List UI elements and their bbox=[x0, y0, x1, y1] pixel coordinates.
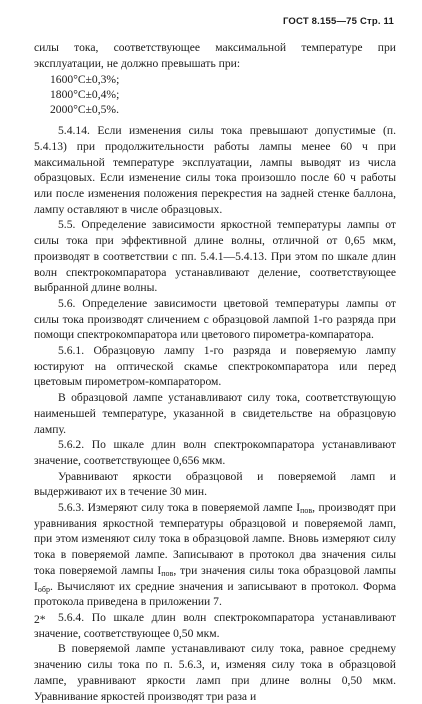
tolerance-values bbox=[50, 73, 396, 117]
tolerance-value: 2000°С±0,5%. bbox=[50, 102, 119, 116]
p563-part-b: , производят при уравнивания яркостной температуры образцовой и поверяемой ламп, при этом изменяют силу тока в образцовой лампе. Вновь измеряют силу тока в поверяемой лампе. Записывают в протокол два значения силы тока поверяемой лампы I bbox=[34, 501, 397, 577]
subscript-pov: пов bbox=[161, 568, 174, 578]
paragraph-5-6-2: 5.6.2. По шкале длин волн спектрокомпаратора устанавливают значение, соответствующее 0,656 мкм. bbox=[34, 438, 396, 467]
subscript-pov: пов bbox=[300, 506, 313, 516]
intro-text: силы тока, соответствующее максимальной температуре при эксплуатации, не должно превышать при: bbox=[34, 41, 396, 70]
paragraph-5-6: 5.6. Определение зависимости цветовой температуры лампы от силы тока производят сличением с образцовой лампой 1-го разряда при помощи спектрокомпаратора или цветового пирометра-компаратора. bbox=[34, 296, 396, 342]
paragraph-5-6-1: 5.6.1. Образцовую лампу 1-го разряда и поверяемую лампу юстируют на оптической скамье спектрокомпаратора или перед цветовым пирометром-компаратором. bbox=[34, 344, 396, 389]
paragraph-equalize: Уравнивают яркости образцовой и поверяемой ламп и выдерживают их в течение 30 мин. bbox=[34, 469, 396, 499]
p563-part-a: 5.6.3. Измеряют силу тока в поверяемой лампе I bbox=[58, 501, 301, 515]
paragraph-final: В поверяемой лампе устанавливают силу тока, равное среднему значению силы тока по п. 5.6.3, и, изменяя силу тока в образцовой лампе, уравнивают яркости ламп при длине волны 0,50 мкм. Уравнивание яркостей производят три раза и bbox=[34, 642, 396, 703]
page-header: ГОСТ 8.155—75 Стр. 11 bbox=[282, 16, 394, 27]
paragraph-reference-current: В образцовой лампе устанавливают силу тока, соответствующую наименьшей температуре, указанной в свидетельстве на образцовую лампу. bbox=[34, 391, 396, 436]
paragraph-5-6-4: 5.6.4. По шкале длин волн спектрокомпаратора устанавливают значение, соответствующее 0,50 мкм. bbox=[34, 610, 396, 640]
paragraph-5-4-14: 5.4.14. Если изменения силы тока превышают допустимые (п. 5.4.13) при продолжительности работы лампы менее 60 ч при максимальной температуре эксплуатации, лампы выводят из числа образцовых. Если изменение силы тока произошло после 60 ч работы или после изменения положения перекрестия на задней стенке баллона, лампу оставляют в числе образцовых. bbox=[34, 124, 396, 216]
p563-part-c: , три значения силы тока образцовой лампы I bbox=[34, 563, 396, 593]
p563-part-d: . Вычисляют их средние значения и записывают в протокол. Форма протокола приведена в приложении 7. bbox=[34, 579, 396, 609]
tolerance-value: 1600°С±0,3%; bbox=[50, 73, 120, 87]
tolerance-value: 1800°С±0,4%; bbox=[50, 88, 120, 101]
paragraph-5-6-3 bbox=[34, 500, 396, 610]
document-body bbox=[34, 40, 396, 704]
paragraph-5-5: 5.5. Определение зависимости яркостной температуры лампы от силы тока при эффективной длине волны, отличной от 0,65 мкм, производят в соответствии с пп. 5.4.1—5.4.13. При этом по шкале длин волн спектрокомпаратора устанавливают деление, соответствующее выбранной длине волны. bbox=[34, 218, 396, 295]
page-footer-mark: 2* bbox=[34, 613, 46, 626]
subscript-obr: обр bbox=[37, 584, 50, 594]
